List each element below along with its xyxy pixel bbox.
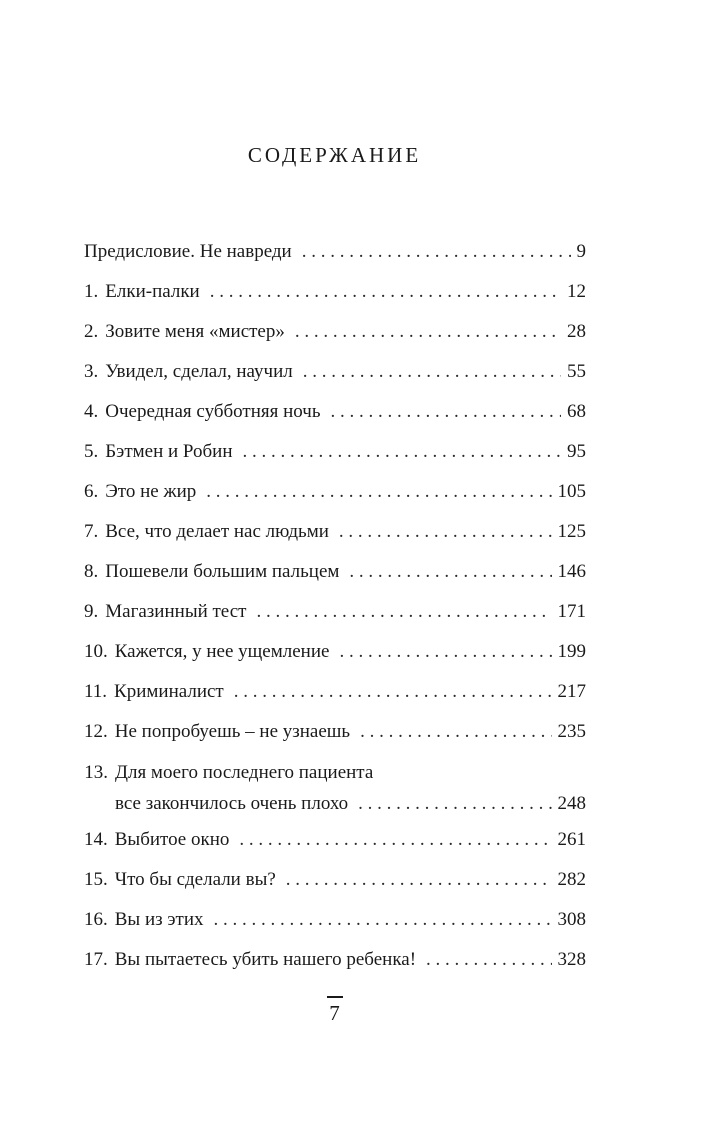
toc-entry-page: 68 [567,401,586,422]
toc-entry-page: 217 [557,681,586,702]
dot-leader [360,712,551,752]
page-number [0,996,669,1026]
dot-leader [234,672,552,712]
chapter-number: 2. [84,321,99,342]
chapter-number: 1. [84,281,99,302]
toc-entry-chapter-13[interactable] [84,752,586,819]
toc-entry-page: 125 [557,521,586,542]
toc-entry-chapter-3[interactable] [84,352,586,392]
toc-entry-page: 328 [557,949,586,970]
page-title: СОДЕРЖАНИЕ [247,143,422,167]
dot-leader [339,632,551,672]
chapter-number: 11. [84,681,108,702]
chapter-number: 15. [84,869,108,890]
toc-entry-title: Бэтмен и Робин [105,441,233,462]
toc-entry-page: 12 [567,281,586,302]
toc-entry-page: 105 [557,481,586,502]
toc-entry-chapter-1[interactable] [84,272,586,312]
toc-entry-title-continued: все закончилось очень плохо [115,793,349,814]
toc-entry-title: Что бы сделали вы? [114,869,276,890]
chapter-number: 14. [84,829,108,850]
toc-entry-page: 55 [567,361,586,382]
toc-entry-page: 282 [557,869,586,890]
table-of-contents [84,232,586,980]
toc-entry-title: Это не жир [105,481,197,502]
chapter-number: 10. [84,641,108,662]
toc-entry-chapter-10[interactable] [84,632,586,672]
folio-rule [327,996,343,998]
chapter-number: 13. [84,762,108,783]
toc-entry-line1 [84,757,586,788]
toc-entry-chapter-15[interactable] [84,860,586,900]
dot-leader [426,940,551,980]
dot-leader [358,788,551,819]
toc-entry-page: 28 [567,321,586,342]
toc-entry-page: 261 [557,829,586,850]
toc-entry-title: Не попробуешь – не узнаешь [114,721,351,742]
toc-entry-page: 308 [557,909,586,930]
toc-entry-page: 146 [557,561,586,582]
toc-entry-title: Выбитое окно [114,829,230,850]
toc-entry-title: Пошевели большим пальцем [105,561,340,582]
chapter-number: 17. [84,949,108,970]
dot-leader [239,820,551,860]
chapter-number: 7. [84,521,99,542]
toc-entry-chapter-5[interactable] [84,432,586,472]
toc-entry-title: Елки-палки [105,281,200,302]
chapter-number: 4. [84,401,99,422]
toc-entry-title: Очередная субботняя ночь [105,401,321,422]
toc-entry-title: Все, что делает нас людьми [105,521,329,542]
toc-entry-chapter-12[interactable] [84,712,586,752]
dot-leader [210,272,561,312]
toc-entry-chapter-6[interactable] [84,472,586,512]
toc-entry-title: Для моего последнего пациента [115,762,374,783]
toc-entry-chapter-7[interactable] [84,512,586,552]
toc-entry-page: 171 [557,601,586,622]
toc-entry-chapter-9[interactable] [84,592,586,632]
chapter-number: 8. [84,561,99,582]
dot-leader [302,232,571,272]
dot-leader [349,552,551,592]
chapter-number: 9. [84,601,99,622]
dot-leader [256,592,551,632]
toc-entry-title: Магазинный тест [105,601,247,622]
toc-entry-title: Зовите меня «мистер» [105,321,285,342]
toc-entry-title: Вы из этих [114,909,204,930]
toc-entry-page: 235 [557,721,586,742]
dot-leader [243,432,561,472]
chapter-number: 5. [84,441,99,462]
toc-entry-chapter-16[interactable] [84,900,586,940]
toc-entry-line2 [84,788,586,819]
toc-entry-title: Увидел, сделал, научил [105,361,293,382]
page-number-value: 7 [329,1001,340,1025]
toc-entry-title: Кажется, у нее ущемление [114,641,330,662]
toc-entry-page: 9 [576,241,586,262]
toc-entry-chapter-8[interactable] [84,552,586,592]
toc-entry-chapter-2[interactable] [84,312,586,352]
dot-leader [303,352,561,392]
dot-leader [331,392,561,432]
chapter-number: 6. [84,481,99,502]
chapter-number: 3. [84,361,99,382]
toc-entry-chapter-11[interactable] [84,672,586,712]
toc-entry-page: 199 [557,641,586,662]
toc-entry-chapter-14[interactable] [84,820,586,860]
toc-entry-preface[interactable] [84,232,586,272]
chapter-number: 16. [84,909,108,930]
toc-entry-title: Криминалист [114,681,224,702]
dot-leader [206,472,551,512]
dot-leader [286,860,552,900]
dot-leader [214,900,552,940]
toc-entry-page: 248 [557,793,586,814]
toc-entry-title: Предисловие. Не навреди [84,241,292,262]
dot-leader [339,512,552,552]
dot-leader [295,312,561,352]
chapter-number: 12. [84,721,108,742]
toc-entry-title: Вы пытаетесь убить нашего ребенка! [114,949,417,970]
toc-entry-chapter-17[interactable] [84,940,586,980]
toc-entry-chapter-4[interactable] [84,392,586,432]
toc-entry-page: 95 [567,441,586,462]
